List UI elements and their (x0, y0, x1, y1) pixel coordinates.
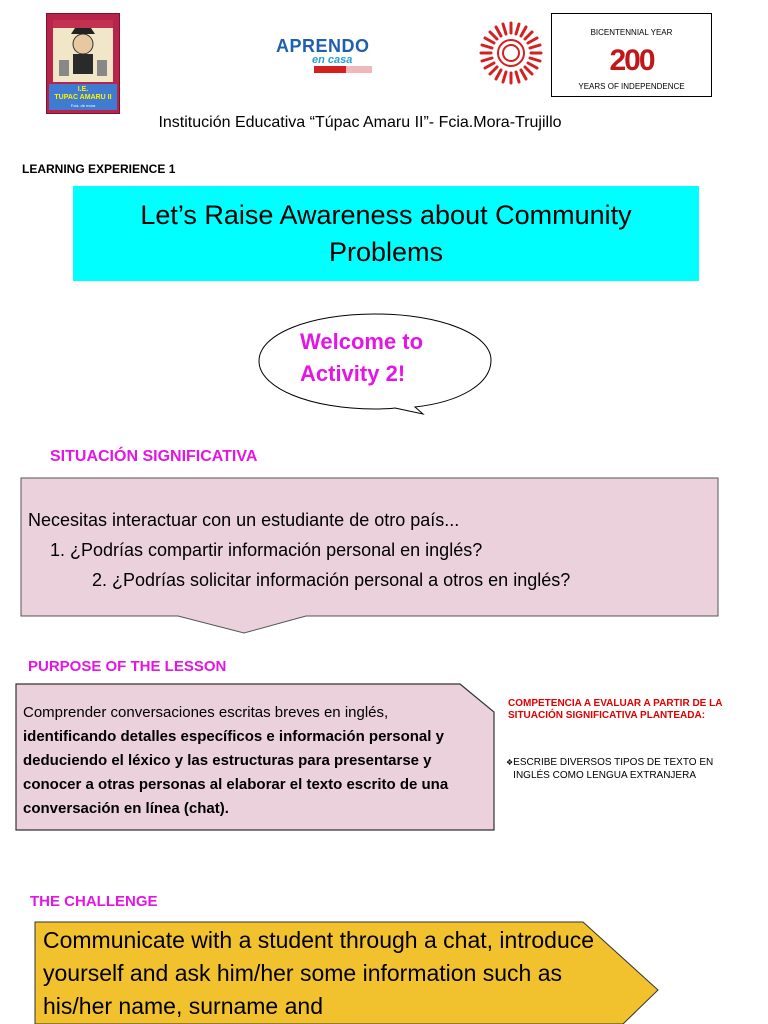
school-logo (46, 13, 120, 114)
years-independence-text: YEARS OF INDEPENDENCE (578, 82, 685, 91)
competencia-title: COMPETENCIA A EVALUAR A PARTIR DE LA SITUACIÓN SIGNIFICATIVA PLANTEADA: (508, 698, 723, 721)
competencia-item-text: ESCRIBE DIVERSOS TIPOS DE TEXTO EN INGLÉS COMO LENGUA EXTRANJERA (513, 757, 714, 781)
ministry-bar (346, 66, 372, 73)
situacion-text (28, 505, 570, 595)
diamond-bullet-icon: ❖ (506, 758, 514, 767)
bicentennial-year-text: BICENTENNIAL YEAR (590, 28, 673, 37)
welcome-line-2: Activity 2! (300, 361, 406, 386)
purpose-text-plain: Comprender conversaciones escritas breves en inglés, (23, 704, 389, 721)
situacion-heading: SITUACIÓN SIGNIFICATIVA (50, 448, 258, 465)
situacion-question-1: 1. ¿Podrías compartir información personal en inglés? (50, 540, 483, 560)
purpose-heading: PURPOSE OF THE LESSON (28, 658, 227, 675)
learning-experience-label: LEARNING EXPERIENCE 1 (22, 162, 176, 176)
aprendo-text: APRENDO (276, 36, 370, 56)
challenge-heading: THE CHALLENGE (30, 893, 158, 910)
situacion-question-2: 2. ¿Podrías solicitar información personal a otros en inglés? (92, 570, 571, 590)
institution-name: Institución Educativa “Túpac Amaru II”- Fcia.Mora-Trujillo (158, 114, 562, 131)
peru-bar (314, 66, 346, 73)
title-banner (73, 186, 699, 281)
situacion-intro: Necesitas interactuar con un estudiante de otro país... (28, 510, 460, 530)
welcome-line-1: Welcome to (300, 329, 424, 354)
bicentennial-number: 200 (609, 44, 654, 77)
school-crest-image (53, 20, 113, 82)
welcome-text (300, 326, 423, 390)
school-logo-band: I.E. TUPAC AMARU II Fcia. de mora (49, 84, 117, 110)
purpose-text-bold: identificando detalles específicos e información personal y deduciendo el léxico y las estructuras para presentarse y conocer a otras personas al elaborar el texto escrito de una conversación en línea (chat). (23, 728, 449, 817)
bicentennial-box (551, 13, 712, 97)
aprendo-en-casa-logo (276, 36, 372, 78)
competencia-item (506, 756, 756, 782)
challenge-text: Communicate with a student through a chat, introduce yourself and ask him/her some information such as his/her name, surname and (43, 927, 595, 1019)
en-casa-text: en casa (312, 54, 353, 66)
banner-title: Let’s Raise Awareness about Community Problems (140, 199, 632, 267)
bicentennial-burst-logo (478, 20, 544, 86)
purpose-text (23, 701, 463, 821)
